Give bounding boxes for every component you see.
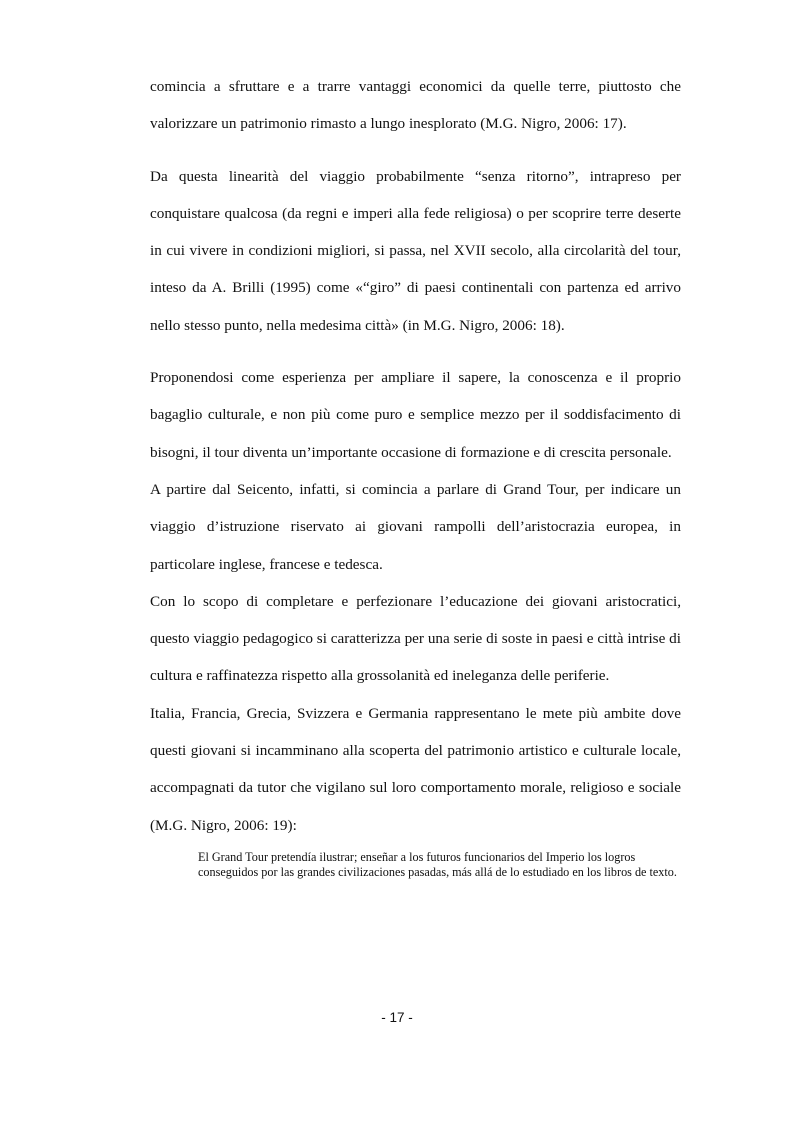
page-body [150,68,681,881]
paragraph-5: Con lo scopo di completare e perfezionare l’educazione dei giovani aristocratici, questo viaggio pedagogico si caratterizza per una serie di soste in paesi e città intrise di cultura e raffinatezza rispetto alla grossolanità ed ineleganza delle periferie. [150,592,681,685]
paragraph-1: comincia a sfruttare e a trarre vantaggi economici da quelle terre, piuttosto che valorizzare un patrimonio rimasto a lungo inesplorato (M.G. Nigro, 2006: 17). [150,78,681,133]
paragraph-3: Proponendosi come esperienza per ampliare il sapere, la conoscenza e il proprio bagaglio culturale, e non più come puro e semplice mezzo per il soddisfacimento di bisogni, il tour diventa un’importante occasione di formazione e di crescita personale. [150,369,681,461]
paragraph-2: Da questa linearità del viaggio probabilmente “senza ritorno”, intrapreso per conquistare qualcosa (da regni e imperi alla fede religiosa) o per scoprire terre deserte in cui vivere in condizioni migliori, si passa, nel XVII secolo, alla circolarità del tour, inteso da A. Brilli (1995) come «“giro” di paesi continentali con partenza ed arrivo nello stesso punto, nella medesima città» (in M.G. Nigro, 2006: 18). [150,167,681,334]
paragraph-6: Italia, Francia, Grecia, Svizzera e Germania rappresentano le mete più ambite dove questi giovani si incamminano alla scoperta del patrimonio artistico e culturale locale, accompagnati da tutor che vigilano sul loro comportamento morale, religioso e sociale (M.G. Nigro, 2006: 19): [150,704,681,834]
paragraph-4: A partire dal Seicento, infatti, si comincia a parlare di Grand Tour, per indicare un viaggio d’istruzione riservato ai giovani rampolli dell’aristocrazia europea, in particolare inglese, francese e tedesca. [150,480,681,573]
page-number: - 17 - [381,1010,413,1025]
paragraph-gap [150,143,681,158]
paragraph-gap [150,344,681,359]
block-quote: El Grand Tour pretendía ilustrar; enseñar a los futuros funcionarios del Imperio los logros conseguidos por las grandes civilizaciones pasadas, más allá de lo estudiado en los libros de texto. [198,849,677,880]
